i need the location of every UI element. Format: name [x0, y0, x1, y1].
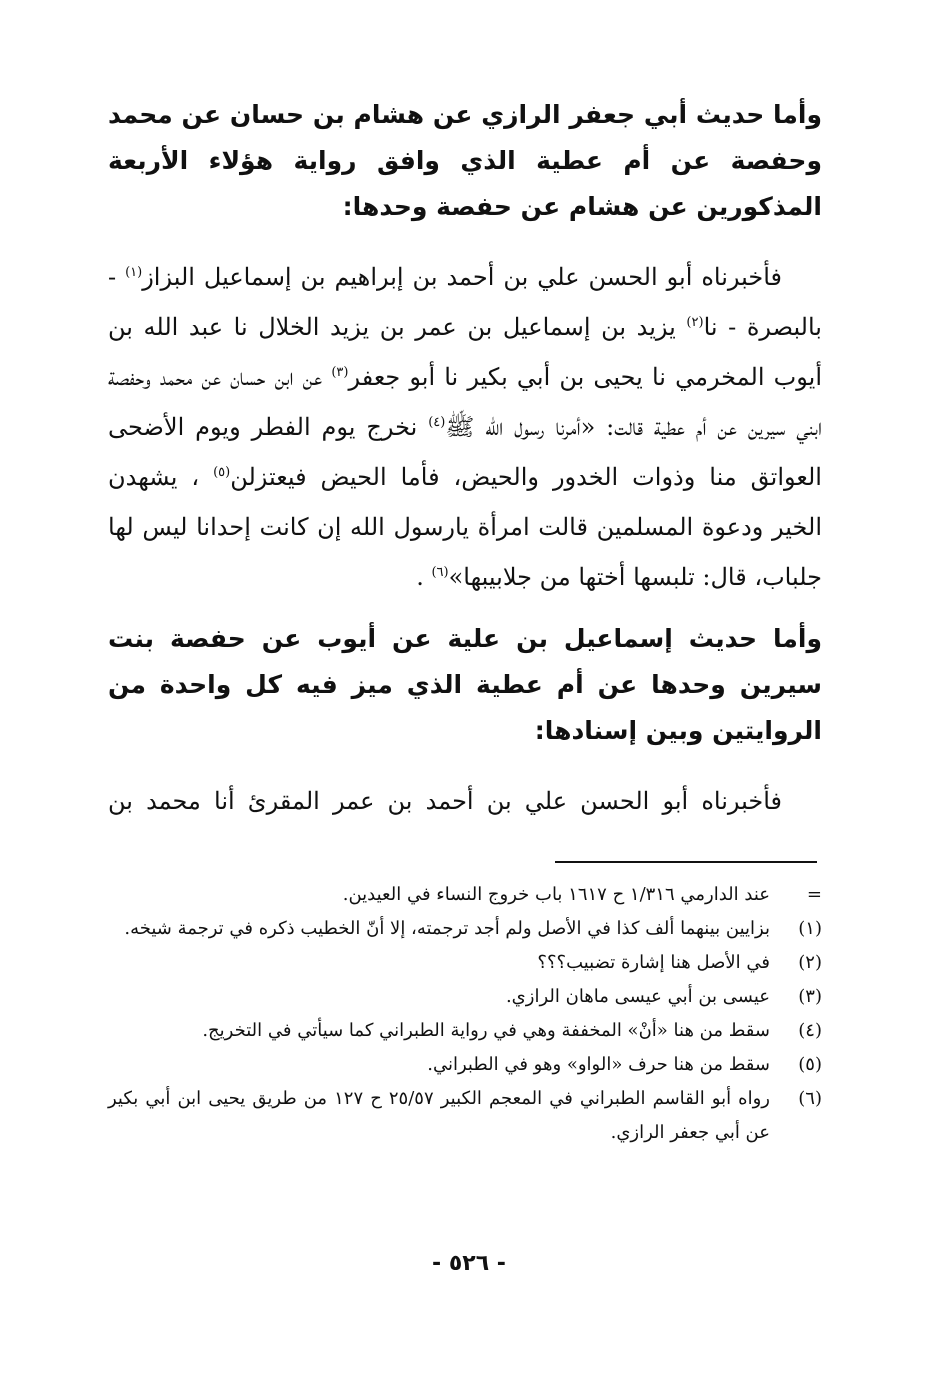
section-heading-1: وأما حديث أبي جعفر الرازي عن هشام بن حسان عن محمد وحفصة عن أم عطية الذي وافق رواية هؤلاء الأربعة المذكورين عن هشام عن حفصة وحدها: — [108, 100, 822, 221]
footnote-3 — [108, 980, 822, 1014]
paragraph-1-text: ، يشهدن الخير ودعوة المسلمين قالت امرأة يارسول الله إن كانت إحدانا ليس لها جلباب، قال: تلبسها أختها من جلابيبها» — [108, 463, 822, 591]
footnote-text: في الأصل هنا إشارة تضبيب؟؟؟ — [537, 952, 770, 973]
footnote-4 — [108, 1014, 822, 1048]
paragraph-1 — [108, 252, 822, 602]
page-number: - ٥٢٦ - — [432, 1251, 506, 1276]
paragraph-2: فأخبرناه أبو الحسن علي بن أحمد بن عمر المقرئ أنا محمد بن — [108, 787, 782, 815]
footnote-ref-5: (٥) — [213, 465, 231, 480]
footnote-text: عيسى بن أبي عيسى ماهان الرازي. — [505, 986, 770, 1007]
footnote-text: بزايين بينهما ألف كذا في الأصل ولم أجد ترجمته، إلا أنّ الخطيب ذكره في ترجمة شيخه. — [124, 918, 770, 939]
footnote-text: عند الدارمي ١/٣١٦ ح ١٦١٧ باب خروج النساء في العيدين. — [342, 884, 770, 905]
section-heading-2: وأما حديث إسماعيل بن علية عن أيوب عن حفصة بنت سيرين وحدها عن أم عطية الذي ميز فيه كل واحدة من الروايتين وبين إسنادها: — [108, 624, 822, 745]
paragraph-1-text: فأخبرناه أبو الحسن علي بن أحمد بن إبراهيم بن إسماعيل البزاز — [142, 263, 782, 291]
footnote-6 — [108, 1082, 822, 1150]
footnote-5 — [108, 1048, 822, 1082]
paragraph-1-text: - بالبصرة - نا — [108, 263, 822, 341]
footnote-number: (٥) — [798, 1054, 822, 1075]
footnote-ref-4: (٤) — [428, 415, 446, 430]
footnote-number: (٢) — [798, 952, 822, 973]
paragraph-1-text: يزيد بن إسماعيل بن عمر بن يزيد الخلال نا عبد الله بن أيوب المخرمي نا يحيى بن أبي بكير نا أبو جعفر — [108, 313, 822, 391]
paragraph-1-text: نخرج يوم الفطر ويوم الأضحى العواتق منا وذوات الخدور والحيض، فأما الحيض فيعتزلن — [108, 413, 822, 491]
footnote-ref-1: (١) — [125, 265, 143, 280]
footnote-number: (٣) — [798, 986, 822, 1007]
footnotes — [108, 878, 822, 1150]
footnote-continuation — [108, 878, 822, 912]
footnote-text: سقط من هنا حرف «الواو» وهو في الطبراني. — [427, 1054, 770, 1075]
footnote-ref-6: (٦) — [431, 565, 449, 580]
paragraph-1-text: عن ابن حسان عن محمد وحفصة ابني سيرين عن أم عطية قالت: «أمرنا رسول الله ﷺ — [108, 363, 822, 441]
footnote-number: (٦) — [798, 1088, 822, 1109]
main-text — [108, 92, 822, 826]
footnote-2 — [108, 946, 822, 980]
paragraph-1-text: . — [416, 563, 432, 591]
footnote-separator — [555, 861, 817, 863]
footnote-number: = — [806, 884, 822, 905]
footnote-ref-3: (٣) — [331, 365, 349, 380]
footnote-text: سقط من هنا «أنْ» المخففة وهي في رواية الطبراني كما سيأتي في التخريج. — [202, 1020, 770, 1041]
footnote-number: (٤) — [798, 1020, 822, 1041]
footnote-ref-2: (٢) — [686, 315, 704, 330]
footnote-1 — [108, 912, 822, 946]
footnote-text: رواه أبو القاسم الطبراني في المعجم الكبير ٢٥/٥٧ ح ١٢٧ من طريق يحيى ابن أبي بكير عن أبي جعفر الرازي. — [108, 1088, 770, 1143]
footnote-number: (١) — [798, 918, 822, 939]
